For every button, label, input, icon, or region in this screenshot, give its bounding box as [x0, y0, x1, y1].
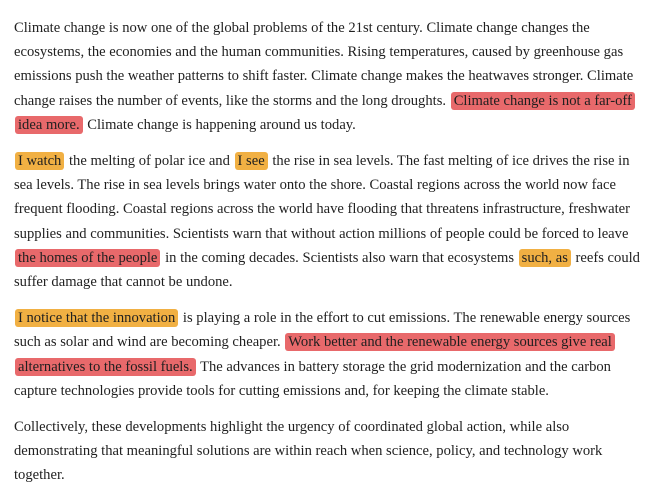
paragraph-3	[14, 306, 642, 403]
text-segment: the melting of polar ice and	[65, 153, 234, 170]
orange-highlight[interactable]: I notice that the innovation	[15, 309, 178, 327]
text-segment: The advances in battery storage the grid modernization and the carbon capture technologies provide tools for cutting emissions and, for keeping the climate stable.	[14, 358, 611, 399]
red-highlight[interactable]: Climate change is not a far-off idea more.	[15, 92, 635, 134]
text-segment: reefs could suffer damage that cannot be undone.	[14, 249, 640, 291]
text-segment: in the coming decades. Scientists also warn that ecosystems	[161, 249, 518, 266]
paragraph-2	[14, 149, 642, 294]
text-segment: Collectively, these developments highlight the urgency of coordinated global action, while also demonstrating that meaningful solutions are within reach when science, policy, and technology work together.	[14, 419, 603, 484]
red-highlight[interactable]: the homes of the people	[15, 249, 160, 267]
orange-highlight[interactable]: such, as	[519, 249, 571, 267]
text-segment: is playing a role in the effort to cut emissions. The renewable energy sources such as solar and wind are becoming cheaper.	[14, 310, 631, 351]
paragraph-4	[14, 415, 642, 488]
text-segment: Climate change is happening around us today.	[83, 116, 356, 133]
paragraph-1	[14, 16, 642, 137]
orange-highlight[interactable]: I see	[235, 152, 268, 170]
text-segment: Climate change is now one of the global problems of the 21st century. Climate change changes the ecosystems, the economies and the human communities. Rising temperatures, caused by greenhouse gas emissions push the weather patterns to shift faster. Climate change makes the heatwaves stronger. Climate change raises the number of events, like the storms and the long droughts.	[14, 20, 634, 109]
text-segment: the rise in sea levels. The fast melting of ice drives the rise in sea levels. The rise in sea levels brings water onto the shore. Coastal regions across the world now face frequent flooding. Coastal regions across the world have flooding that threatens infrastructure, freshwater supplies and communities. Scientists warn that without action millions of people could be forced to leave	[14, 153, 630, 242]
red-highlight[interactable]: Work better and the renewable energy sources give real alternatives to the fossil fuels.	[15, 333, 615, 375]
document-body	[14, 16, 642, 488]
orange-highlight[interactable]: I watch	[15, 152, 64, 170]
